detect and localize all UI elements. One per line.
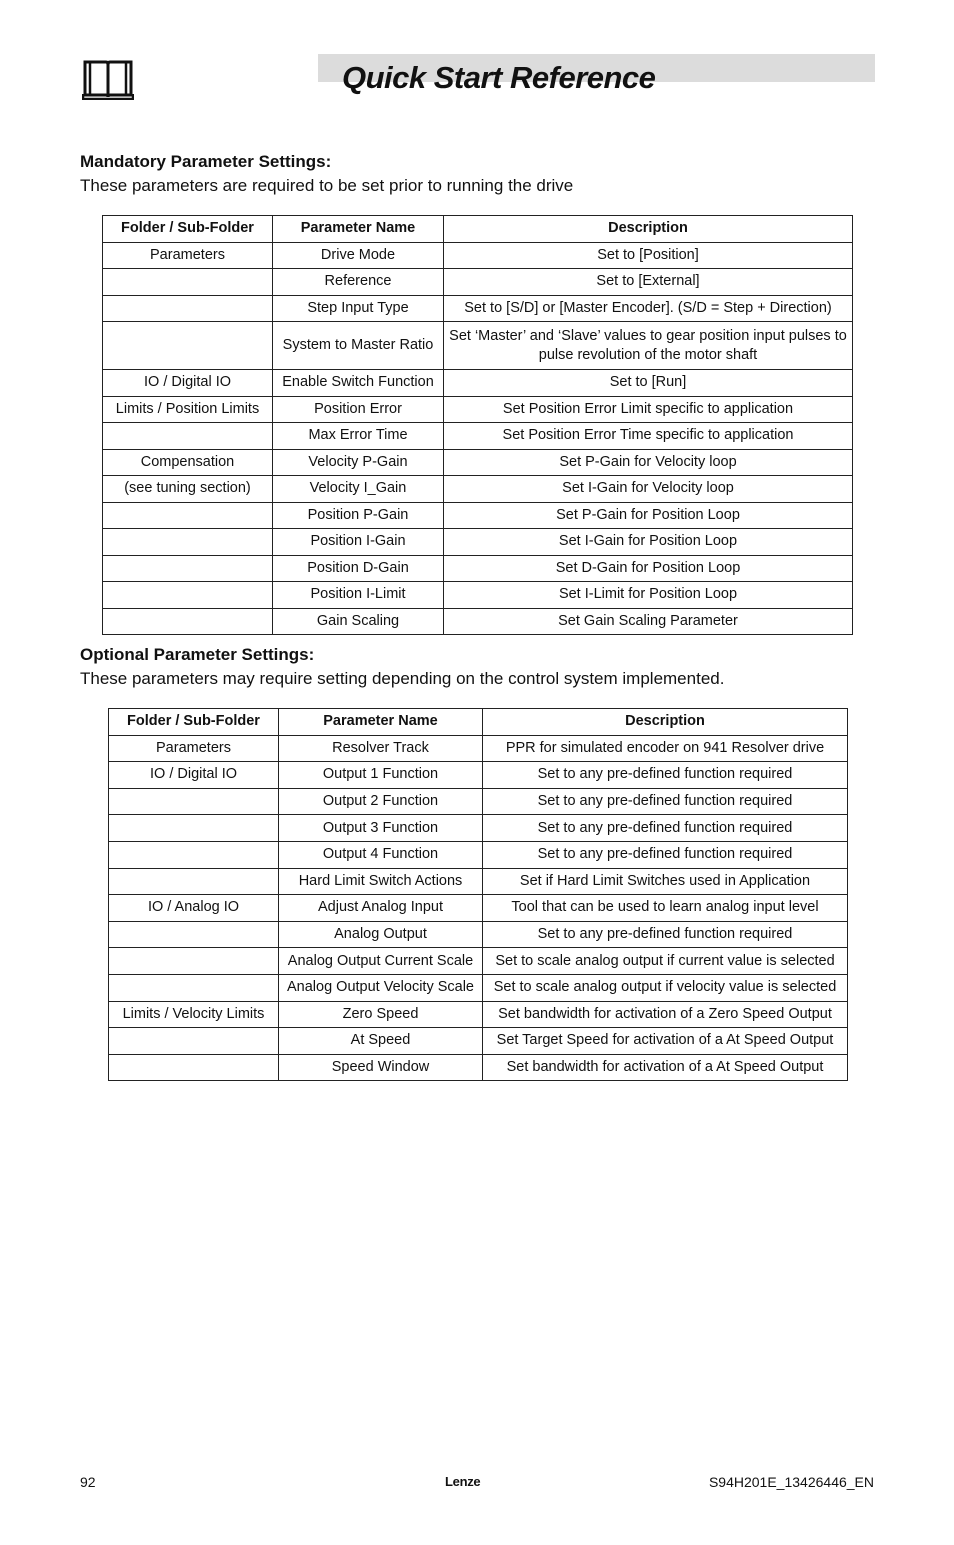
table-row [109, 1054, 848, 1081]
page-title: Quick Start Reference [342, 60, 656, 95]
optional-parameters-table [108, 708, 848, 1081]
column-header-description: Description [444, 216, 853, 243]
cell-folder: Limits / Position Limits [103, 396, 273, 423]
cell-description: Set bandwidth for activation of a At Speed Output [483, 1054, 848, 1081]
cell-description: Set to [S/D] or [Master Encoder]. (S/D = Step + Direction) [444, 295, 853, 322]
cell-description: Set to [External] [444, 269, 853, 296]
table-row [103, 582, 853, 609]
table-header-row [109, 709, 848, 736]
table-row [103, 423, 853, 450]
mandatory-parameters-table [102, 215, 853, 635]
table-row [109, 762, 848, 789]
cell-description: Set to any pre-defined function required [483, 841, 848, 868]
table-row [103, 529, 853, 556]
cell-folder: Parameters [103, 242, 273, 269]
cell-parameter: Position D-Gain [273, 555, 444, 582]
cell-parameter: Adjust Analog Input [279, 895, 483, 922]
table-row [109, 868, 848, 895]
cell-folder [109, 815, 279, 842]
table-row [109, 895, 848, 922]
cell-parameter: Output 4 Function [279, 841, 483, 868]
mandatory-subtitle: These parameters are required to be set prior to running the drive [80, 176, 574, 195]
cell-folder: Limits / Velocity Limits [109, 1001, 279, 1028]
cell-parameter: Analog Output Velocity Scale [279, 974, 483, 1001]
table-row [103, 502, 853, 529]
cell-description: Set Gain Scaling Parameter [444, 608, 853, 635]
cell-parameter: Max Error Time [273, 423, 444, 450]
cell-folder [109, 1028, 279, 1055]
table-row [109, 735, 848, 762]
cell-folder [109, 974, 279, 1001]
cell-description: Set to any pre-defined function required [483, 788, 848, 815]
column-header-parameter: Parameter Name [279, 709, 483, 736]
table-row [109, 1001, 848, 1028]
optional-heading: Optional Parameter Settings: [80, 645, 315, 664]
cell-folder [103, 322, 273, 370]
cell-description: Set bandwidth for activation of a Zero Speed Output [483, 1001, 848, 1028]
column-header-parameter: Parameter Name [273, 216, 444, 243]
cell-parameter: Resolver Track [279, 735, 483, 762]
table-row [103, 322, 853, 370]
table-row [103, 295, 853, 322]
cell-description: Set if Hard Limit Switches used in Application [483, 868, 848, 895]
cell-description: Set to [Run] [444, 370, 853, 397]
cell-description: Set ‘Master’ and ‘Slave’ values to gear position input pulses to pulse revolution of the motor shaft [444, 322, 853, 370]
cell-description: Set I-Gain for Position Loop [444, 529, 853, 556]
cell-folder [103, 502, 273, 529]
table-row [109, 841, 848, 868]
cell-parameter: Velocity P-Gain [273, 449, 444, 476]
cell-folder: IO / Digital IO [109, 762, 279, 789]
cell-folder: IO / Digital IO [103, 370, 273, 397]
cell-parameter: Position Error [273, 396, 444, 423]
cell-folder [103, 582, 273, 609]
cell-folder [109, 788, 279, 815]
cell-parameter: System to Master Ratio [273, 322, 444, 370]
table-header-row [103, 216, 853, 243]
cell-parameter: Position I-Limit [273, 582, 444, 609]
document-id: S94H201E_13426446_EN [708, 1474, 874, 1490]
cell-folder [103, 269, 273, 296]
cell-description: Set to any pre-defined function required [483, 921, 848, 948]
cell-folder [109, 868, 279, 895]
cell-folder [103, 608, 273, 635]
cell-description: Set to any pre-defined function required [483, 815, 848, 842]
table-row [109, 815, 848, 842]
cell-parameter: Analog Output [279, 921, 483, 948]
cell-description: Set D-Gain for Position Loop [444, 555, 853, 582]
table-row [109, 788, 848, 815]
table-row [103, 269, 853, 296]
table-row [109, 1028, 848, 1055]
cell-description: Set I-Limit for Position Loop [444, 582, 853, 609]
table-row [103, 242, 853, 269]
table-row [109, 974, 848, 1001]
optional-subtitle: These parameters may require setting depending on the control system implemented. [80, 669, 725, 688]
table-row [103, 476, 853, 503]
cell-parameter: Position P-Gain [273, 502, 444, 529]
cell-folder: IO / Analog IO [109, 895, 279, 922]
cell-description: Set P-Gain for Velocity loop [444, 449, 853, 476]
cell-parameter: Step Input Type [273, 295, 444, 322]
column-header-folder: Folder / Sub-Folder [109, 709, 279, 736]
cell-folder [103, 295, 273, 322]
cell-folder [103, 555, 273, 582]
cell-folder: (see tuning section) [103, 476, 273, 503]
cell-parameter: At Speed [279, 1028, 483, 1055]
cell-folder [103, 529, 273, 556]
cell-folder [109, 948, 279, 975]
cell-parameter: Hard Limit Switch Actions [279, 868, 483, 895]
cell-folder [109, 1054, 279, 1081]
table-row [109, 948, 848, 975]
cell-folder: Compensation [103, 449, 273, 476]
cell-description: PPR for simulated encoder on 941 Resolver drive [483, 735, 848, 762]
cell-parameter: Output 3 Function [279, 815, 483, 842]
cell-parameter: Reference [273, 269, 444, 296]
cell-description: Set Target Speed for activation of a At Speed Output [483, 1028, 848, 1055]
cell-parameter: Drive Mode [273, 242, 444, 269]
cell-description: Set Position Error Time specific to application [444, 423, 853, 450]
cell-folder [103, 423, 273, 450]
brand-logo: Lenze [445, 1474, 481, 1489]
cell-folder: Parameters [109, 735, 279, 762]
mandatory-heading: Mandatory Parameter Settings: [80, 152, 332, 171]
cell-parameter: Analog Output Current Scale [279, 948, 483, 975]
page-number: 92 [80, 1474, 96, 1490]
cell-folder [109, 921, 279, 948]
cell-description: Set to any pre-defined function required [483, 762, 848, 789]
cell-description: Set to scale analog output if velocity value is selected [483, 974, 848, 1001]
table-row [103, 449, 853, 476]
cell-parameter: Speed Window [279, 1054, 483, 1081]
cell-description: Tool that can be used to learn analog input level [483, 895, 848, 922]
book-icon [82, 58, 134, 100]
cell-parameter: Position I-Gain [273, 529, 444, 556]
cell-description: Set to [Position] [444, 242, 853, 269]
table-row [103, 555, 853, 582]
cell-parameter: Velocity I_Gain [273, 476, 444, 503]
column-header-description: Description [483, 709, 848, 736]
column-header-folder: Folder / Sub-Folder [103, 216, 273, 243]
cell-parameter: Output 1 Function [279, 762, 483, 789]
cell-parameter: Output 2 Function [279, 788, 483, 815]
cell-description: Set P-Gain for Position Loop [444, 502, 853, 529]
cell-parameter: Zero Speed [279, 1001, 483, 1028]
cell-description: Set Position Error Limit specific to application [444, 396, 853, 423]
table-row [103, 370, 853, 397]
cell-description: Set to scale analog output if current value is selected [483, 948, 848, 975]
cell-parameter: Gain Scaling [273, 608, 444, 635]
cell-parameter: Enable Switch Function [273, 370, 444, 397]
cell-folder [109, 841, 279, 868]
cell-description: Set I-Gain for Velocity loop [444, 476, 853, 503]
table-row [109, 921, 848, 948]
table-row [103, 608, 853, 635]
table-row [103, 396, 853, 423]
